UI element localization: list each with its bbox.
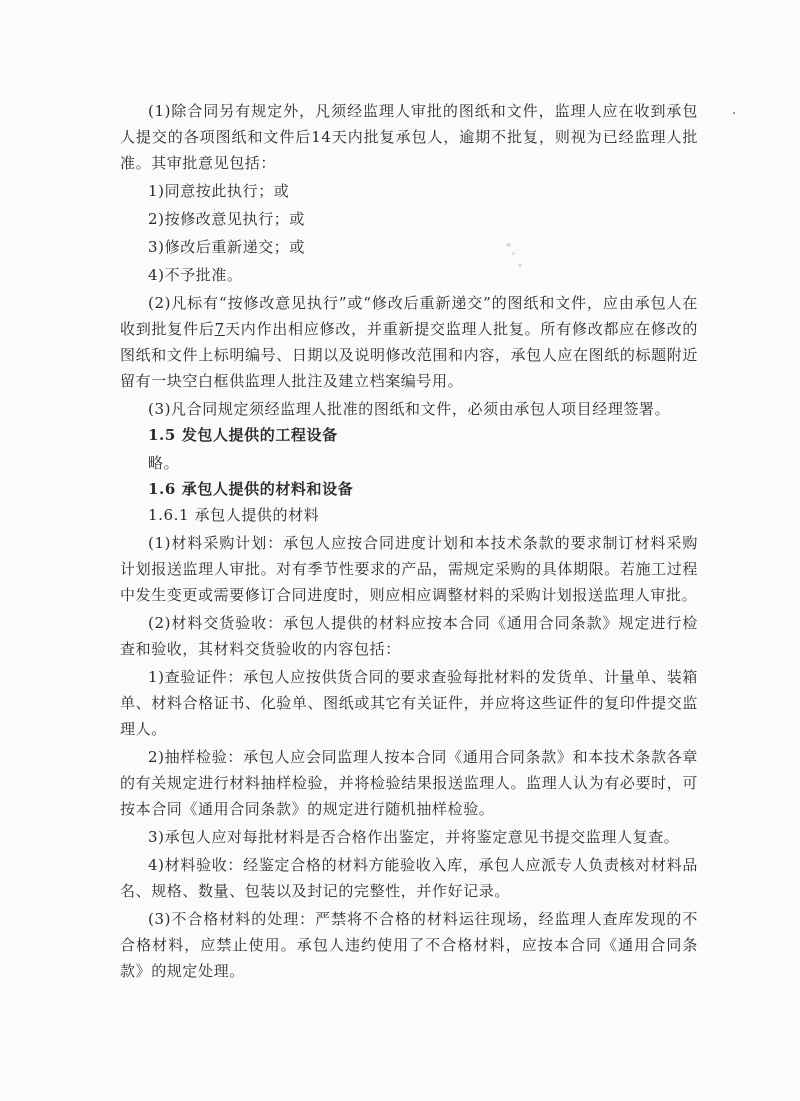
opinion-4: 4)不予批准。: [148, 266, 243, 284]
material-purchase-plan: (1)材料采购计划：承包人应按合同进度计划和本技术条款的要求制订材料采购计划报送监理人审批。对有季节性要求的产品，需规定采购的具体期限。若施工过程中发生变更或需要修订合同进度时，则应相应调整材料的采购计划报送监理人审批。: [120, 534, 698, 604]
check-appraisal: 3)承包人应对每批材料是否合格作出鉴定，并将鉴定意见书提交监理人复查。: [148, 828, 680, 846]
scan-speck: [512, 252, 515, 255]
scan-speck: [518, 264, 522, 267]
document-page: [120, 98, 698, 984]
opinion-2: 2)按修改意见执行；或: [148, 210, 305, 228]
scan-mark: [733, 112, 735, 114]
nonconforming-material-handling: (3)不合格材料的处理：严禁将不合格的材料运往现场，经监理人查库发现的不合格材料，应禁止使用。承包人违约使用了不合格材料，应按本合同《通用合同条款》的规定处理。: [120, 910, 698, 980]
opinion-3: 3)修改后重新递交；或: [148, 238, 305, 256]
check-documents: 1)查验证件：承包人应按供货合同的要求查验每批材料的发货单、计量单、装箱单、材料合格证书、化验单、图纸或其它有关证件，并应将这些证件的复印件提交监理人。: [120, 668, 698, 738]
section-heading-1-5: 1.5 发包人提供的工程设备: [148, 426, 338, 444]
clause-2-part-3: 天内作出相应修改，并重新提交监理人批复。所有修改都应在修改的图纸和文件上标明编号、日期以及说明修改范围和内容，承包人应在图纸的标题附近留有一块空白框供监理人批注及建立档案编号用。: [120, 320, 698, 390]
clause-1: (1)除合同另有规定外，凡须经监理人审批的图纸和文件，监理人应在收到承包人提交的各项图纸和文件后14天内批复承包人，逾期不批复，则视为已经监理人批准。其审批意见包括：: [120, 102, 698, 172]
material-delivery-acceptance: (2)材料交货验收：承包人提供的材料应按本合同《通用合同条款》规定进行检查和验收，其材料交货验收的内容包括：: [120, 614, 698, 658]
opinion-1: 1)同意按此执行；或: [148, 182, 290, 200]
scan-mark: [214, 208, 215, 212]
clause-2: [120, 290, 698, 394]
section-heading-1-6: 1.6 承包人提供的材料和设备: [148, 480, 354, 498]
clause-2-part-1: (2)凡标有“按修改意见执行”或“修改后重新递交”的图纸和文件，应由承包人在收到批复件后: [120, 294, 698, 338]
section-heading-1-6-1: 1.6.1 承包人提供的材料: [148, 506, 320, 524]
scan-speck: [506, 243, 511, 247]
check-acceptance: 4)材料验收：经鉴定合格的材料方能验收入库，承包人应派专人负责核对材料品名、规格、数量、包装以及封记的完整性，并作好记录。: [120, 856, 698, 900]
section-1-5-body: 略。: [148, 454, 180, 472]
clause-3: (3)凡合同规定须经监理人批准的图纸和文件，必须由承包人项目经理签署。: [148, 400, 671, 418]
clause-2-days-value: 7: [214, 320, 225, 338]
check-sampling: 2)抽样检验：承包人应会同监理人按本合同《通用合同条款》和本技术条款各章的有关规定进行材料抽样检验，并将检验结果报送监理人。监理人认为有必要时，可按本合同《通用合同条款》的规定进行随机抽样检验。: [120, 748, 698, 818]
